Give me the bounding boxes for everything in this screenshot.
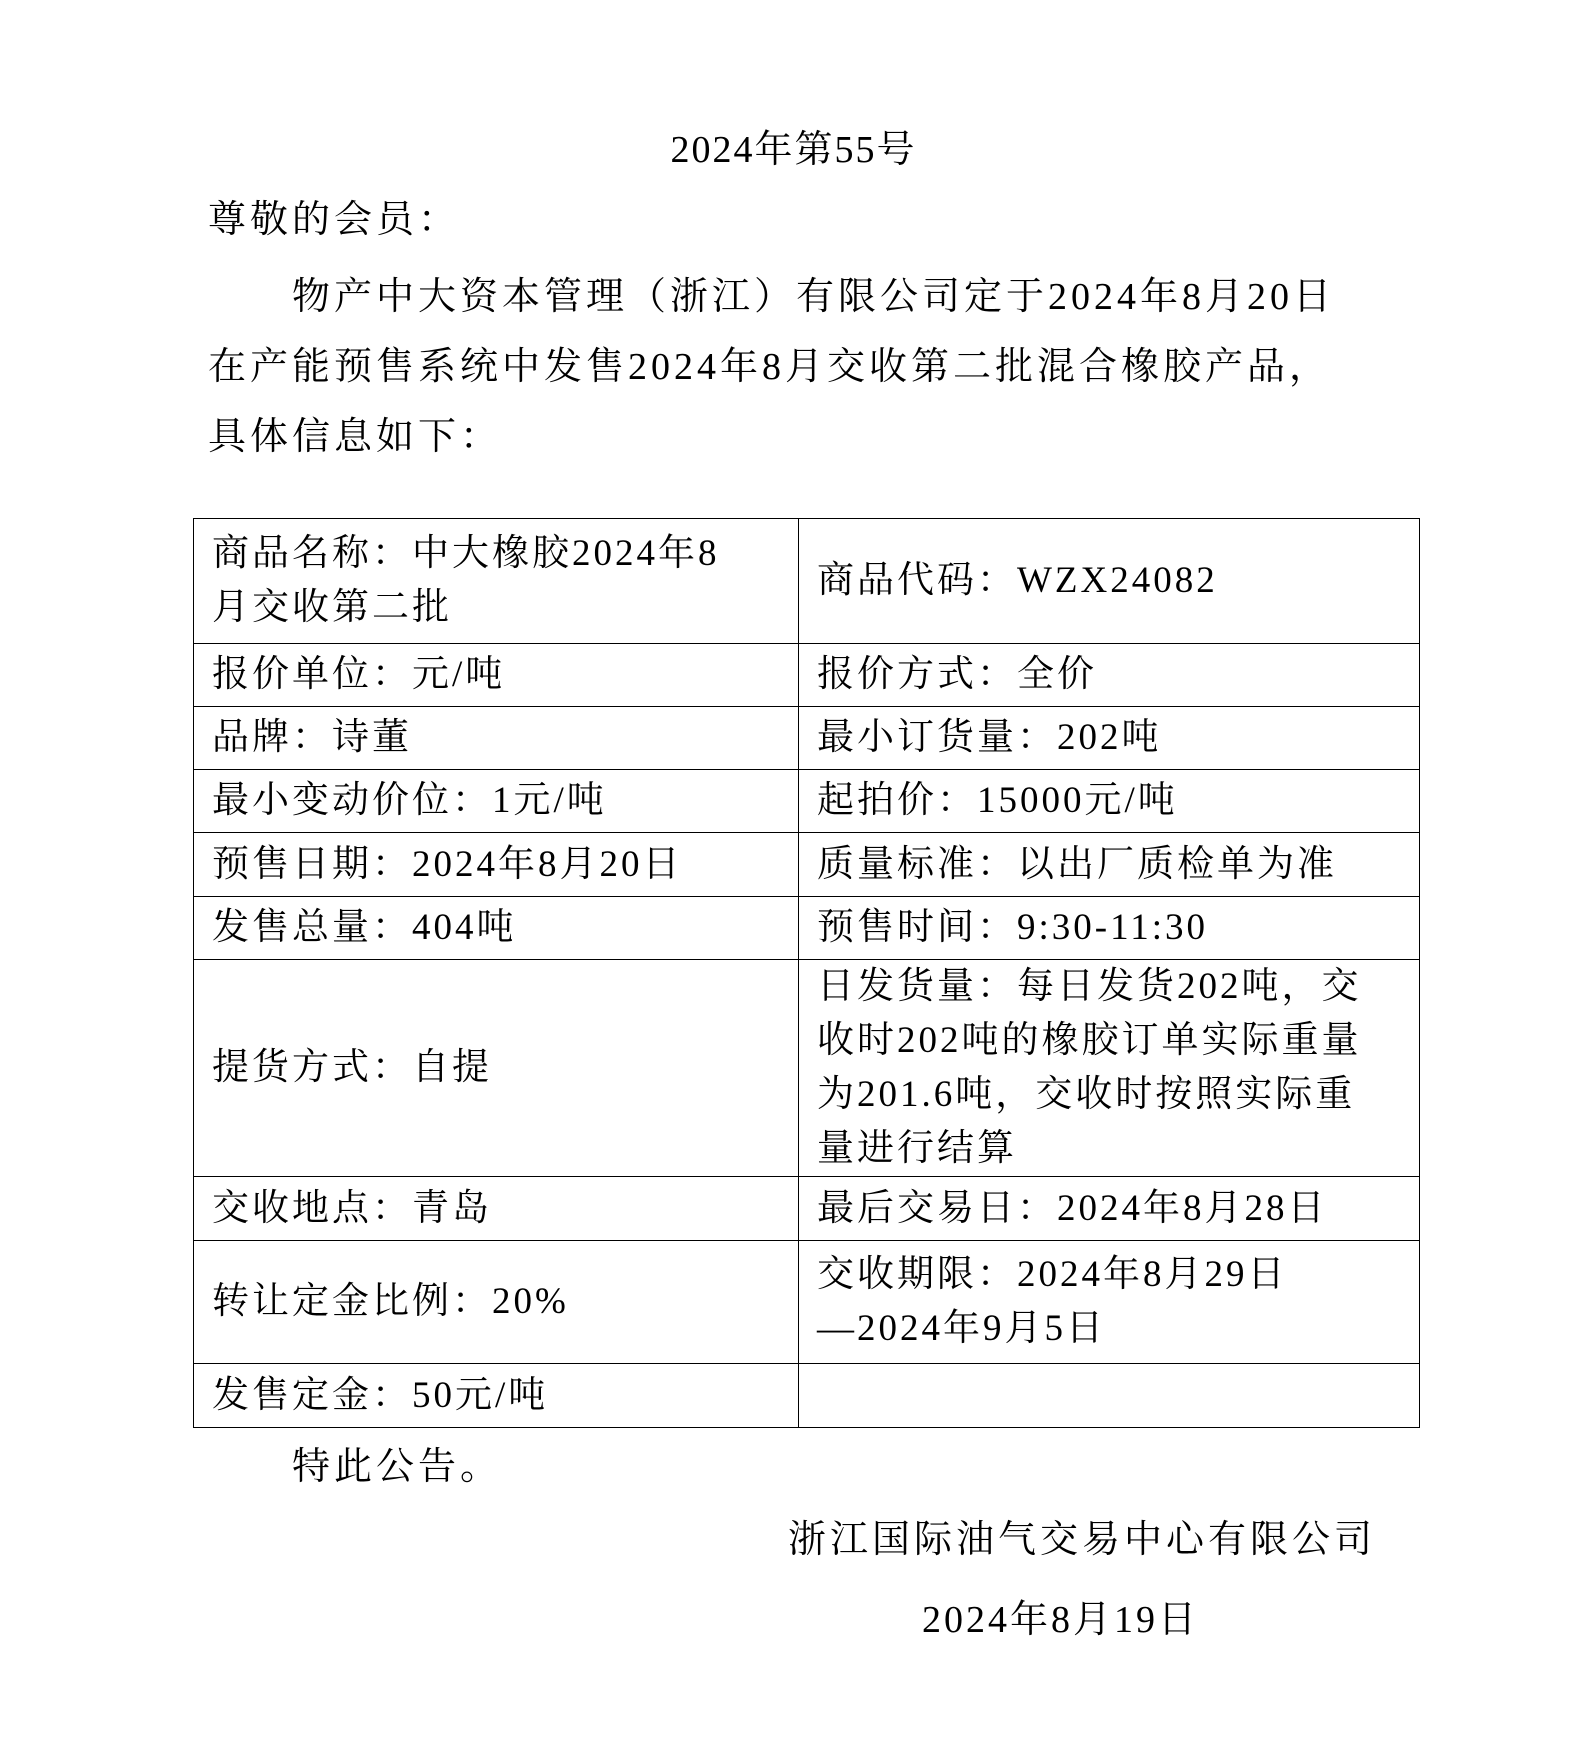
salutation: 尊敬的会员： — [208, 199, 461, 241]
table-cell-left — [194, 960, 799, 1177]
table-row — [194, 1364, 1420, 1428]
intro-line-1: 物产中大资本管理（浙江）有限公司定于2024年8月20日 — [292, 276, 1336, 318]
cell-text-line: 最小变动价位：1元/吨 — [212, 780, 607, 821]
table-cell-right — [799, 770, 1420, 833]
cell-text-line: 交收期限：2024年8月29日 — [817, 1254, 1288, 1295]
cell-text-line: 预售时间：9:30-11:30 — [817, 907, 1209, 948]
cell-text-line: 商品名称：中大橡胶2024年8 — [212, 533, 720, 574]
table-cell-right — [799, 707, 1420, 770]
cell-text-line: 商品代码：WZX24082 — [817, 560, 1218, 601]
table-cell-left — [194, 1364, 799, 1428]
table-cell-left — [194, 644, 799, 707]
cell-text-line: 预售日期：2024年8月20日 — [212, 843, 683, 885]
table-cell-right — [799, 1177, 1420, 1241]
table-row — [194, 1241, 1420, 1364]
table-cell-right — [799, 519, 1420, 644]
cell-text-line: 收时202吨的橡胶订单实际重量 — [817, 1020, 1362, 1061]
intro-paragraph — [208, 262, 1418, 472]
table-cell-left — [194, 770, 799, 833]
cell-text-line: 发售定金：50元/吨 — [212, 1374, 549, 1416]
table-row — [194, 770, 1420, 833]
cell-text-line: 交收地点：青岛 — [212, 1187, 492, 1229]
cell-text-line: 质量标准：以出厂质检单为准 — [817, 843, 1337, 885]
cell-text-line: 最后交易日：2024年8月28日 — [817, 1187, 1328, 1229]
notice-number: 2024年第55号 — [670, 129, 917, 171]
cell-text-line: 提货方式：自提 — [212, 1047, 492, 1088]
table-row — [194, 960, 1420, 1177]
cell-text-line: 转让定金比例：20% — [212, 1281, 569, 1322]
cell-text-line: 为201.6吨，交收时按照实际重 — [817, 1074, 1356, 1115]
cell-text-line: 品牌：诗董 — [212, 717, 412, 758]
table-row — [194, 1177, 1420, 1241]
cell-text-line: 起拍价：15000元/吨 — [817, 780, 1178, 821]
cell-text-line: 报价方式：全价 — [817, 654, 1097, 695]
table-row — [194, 707, 1420, 770]
table-cell-right — [799, 1241, 1420, 1364]
issue-date: 2024年8月19日 — [922, 1599, 1200, 1641]
table-cell-left — [194, 1177, 799, 1241]
table-cell-right — [799, 960, 1420, 1177]
table-cell-left — [194, 519, 799, 644]
table-cell-right — [799, 897, 1420, 960]
table-cell-left — [194, 897, 799, 960]
cell-text-line: 月交收第二批 — [212, 587, 452, 628]
table-cell-left — [194, 707, 799, 770]
cell-text-line: —2024年9月5日 — [817, 1308, 1106, 1349]
table-cell-right — [799, 1364, 1420, 1428]
table-row — [194, 897, 1420, 960]
table-row — [194, 644, 1420, 707]
cell-text-line: 最小订货量：202吨 — [817, 717, 1162, 758]
cell-text-line: 量进行结算 — [817, 1128, 1017, 1169]
cell-text-line: 发售总量：404吨 — [212, 907, 517, 948]
intro-line-2: 在产能预售系统中发售2024年8月交收第二批混合橡胶产品， — [208, 346, 1332, 388]
closing-text: 特此公告。 — [292, 1446, 503, 1488]
table-row — [194, 833, 1420, 897]
cell-text-line: 报价单位：元/吨 — [212, 654, 506, 695]
table-cell-left — [194, 833, 799, 897]
product-info-table — [193, 518, 1420, 1428]
intro-line-3: 具体信息如下： — [208, 416, 503, 458]
table-cell-right — [799, 644, 1420, 707]
table-cell-right — [799, 833, 1420, 897]
cell-text-line: 日发货量：每日发货202吨，交 — [817, 966, 1362, 1007]
issuer-company: 浙江国际油气交易中心有限公司 — [788, 1519, 1377, 1561]
table-cell-left — [194, 1241, 799, 1364]
table-row — [194, 519, 1420, 644]
